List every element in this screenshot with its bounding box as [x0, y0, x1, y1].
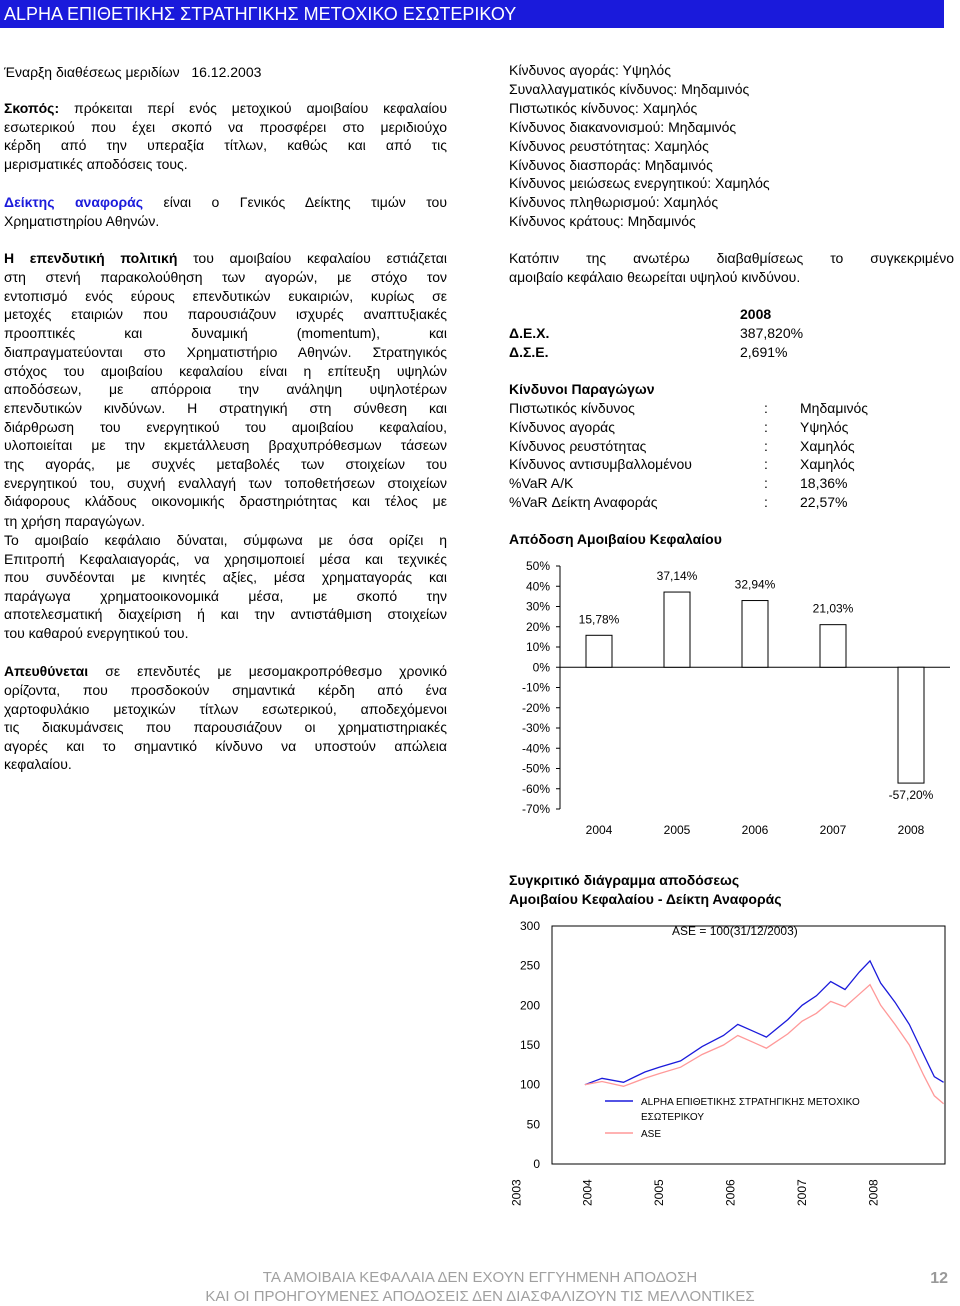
policy-line: υλοποιείται με την εκμετάλλευση βραχυπρόθεσμων τάσεων [4, 437, 447, 454]
policy-line-0 [4, 249, 447, 267]
y-tick-label: 20% [525, 619, 550, 634]
returns-title: Απόδοση Αμοιβαίου Κεφαλαίου [509, 531, 722, 547]
legend-label-fund-cont: ΕΣΩΤΕΡΙΚΟΥ [641, 1112, 705, 1123]
risk-item: Κίνδυνος μειώσεως ενεργητικού: Χαμηλός [509, 175, 770, 192]
risk-item: Κίνδυνος διασποράς: Μηδαμινός [509, 156, 713, 173]
risk-item: Κίνδυνος διακανονισμού: Μηδαμινός [509, 118, 737, 135]
bar-data-label: -57,20% [888, 788, 934, 803]
assessment-line-2: αμοιβαίο κεφάλαιο θεωρείται υψηλού κινδύνου. [509, 269, 801, 285]
audience-last-line: κεφαλαίου. [4, 756, 72, 772]
risk-item: Κίνδυνος αγοράς: Υψηλός [509, 62, 671, 78]
start-date-row [4, 63, 261, 81]
y-tick-label: 0 [533, 1157, 540, 1171]
risk-item: Κίνδυνος κράτους: Μηδαμινός [509, 213, 696, 230]
y-tick-label: -30% [521, 721, 550, 735]
policy-line: διάφορους κλάδους οικονομικής δραστηριότητας και τέλος με [4, 493, 447, 510]
audience-line: τις διακυμάνσεις που παρουσιάζουν οι χρηματιστηριακές [4, 719, 447, 736]
bar-data-label: 37,14% [656, 569, 698, 584]
x-tick-label: 2008 [866, 1179, 881, 1206]
x-tick-label: 2007 [795, 1179, 810, 1206]
x-tick-label: 2005 [663, 823, 691, 837]
y-tick-label: 50% [525, 559, 550, 573]
start-label: Έναρξη διαθέσεως μεριδίων [4, 64, 180, 80]
derivative-risk-separator: : [764, 418, 768, 435]
ratio-label-dex: Δ.Ε.Χ. [509, 325, 550, 341]
derivatives-line: Επιτροπή Κεφαλαιαγοράς, να χρησιμοποιεί μέσα και τεχνικές [4, 550, 447, 567]
bar-data-label: 32,94% [734, 577, 776, 592]
y-tick-label: 50 [526, 1117, 540, 1132]
derivatives-last-line: του καθαρού ενεργητικού του. [4, 625, 189, 641]
derivative-risk-value: Μηδαμινός [800, 400, 869, 416]
objective-line-4: μερισματικές αποδόσεις τους. [4, 156, 188, 172]
footer-line-1: ΤΑ ΑΜΟΙΒΑΙΑ ΚΕΦΑΛΑΙΑ ΔΕΝ ΕΧΟΥΝ ΕΓΓΥΗΜΕΝΗ ΑΠΟΔΟΣΗ [262, 1269, 698, 1286]
x-tick-label: 2006 [723, 1179, 738, 1206]
page-number: 12 [930, 1270, 948, 1287]
policy-line: της αγοράς, με συχνές μεταβολές των στοιχείων του [4, 456, 447, 472]
start-date: 16.12.2003 [191, 64, 262, 80]
derivative-risk-value: 22,57% [800, 494, 848, 510]
audience-line: αγορές και το σημαντικό κίνδυνο να υποστούν απώλεια [4, 737, 447, 754]
objective-line-2: εσωτερικού που έχει σκοπό να προσφέρει στο μεριδιούχο [4, 119, 447, 135]
y-tick-label: -70% [521, 802, 550, 816]
policy-line: προοπτικές και δυναμική (momentum), και [4, 325, 447, 342]
audience-label: Απευθύνεται [4, 663, 89, 679]
policy-label: Η επενδυτική πολιτική [4, 250, 178, 266]
comparison-title-line-1: Συγκριτικό διάγραμμα αποδόσεως [509, 872, 740, 888]
ase-series-line [585, 985, 944, 1104]
benchmark-line-2: Χρηματιστηρίου Αθηνών. [4, 213, 160, 229]
policy-last-line: τη χρήση παραγώγων. [4, 513, 145, 529]
y-tick-label: 200 [519, 998, 540, 1013]
plot-frame [552, 926, 945, 1164]
bar-data-label: 15,78% [578, 612, 620, 627]
audience-line: χαρτοφυλάκιο μετοχικών τίτλων εσωτερικού, αποδεχόμενοι [4, 700, 447, 717]
policy-first: του αμοιβαίου κεφαλαίου εστιάζεται [193, 250, 448, 266]
comparison-title-line-2: Αμοιβαίου Κεφαλαίου - Δείκτη Αναφοράς [509, 891, 782, 907]
x-tick-label: 2003 [509, 1179, 524, 1206]
y-tick-label: -60% [521, 781, 550, 796]
legend-label-fund: ALPHA ΕΠΙΘΕΤΙΚΗΣ ΣΤΡΑΤΗΓΙΚΗΣ ΜΕΤΟΧΙΚΟ [641, 1097, 860, 1108]
y-tick-label: -50% [521, 761, 550, 776]
y-tick-label: 300 [519, 919, 540, 933]
comparison-line-chart [505, 914, 955, 1214]
derivative-risk-value: Χαμηλός [800, 456, 855, 473]
assessment-line-1: Κατόπιν της ανωτέρω διαβαθμίσεως το συγκεκριμένο [509, 250, 954, 266]
derivatives-line: αποτελεσματική διαχείριση ή και την αντιστάθμιση στοιχείων [4, 606, 447, 623]
x-tick-label: 2008 [897, 823, 925, 837]
policy-line: ενεργητικού του, συχνή εναλλαγή των τοποθετήσεων στοιχείων [4, 474, 447, 491]
ratios-year: 2008 [740, 306, 772, 322]
y-tick-label: 150 [519, 1038, 540, 1052]
policy-line: διαπραγματεύονται στο Χρηματιστήριο Αθηνών. Στρατηγικός [4, 343, 447, 360]
ratio-value-dex: 387,820% [740, 325, 804, 341]
derivative-risk-label: Κίνδυνος ρευστότητας [509, 437, 647, 454]
objective-line-1 [4, 99, 447, 117]
derivative-risk-label: Κίνδυνος αγοράς [509, 418, 616, 435]
benchmark-label: Δείκτης αναφοράς [4, 194, 144, 210]
ratio-value-dse: 2,691% [740, 344, 788, 360]
derivative-risk-label: %VaR Δείκτη Αναφοράς [509, 494, 658, 510]
derivatives-risk-title: Κίνδυνοι Παραγώγων [509, 381, 655, 397]
objective-label: Σκοπός: [4, 100, 60, 116]
policy-line: διάρθρωση του ενεργητικού του αμοιβαίου κεφαλαίου, [4, 418, 447, 435]
ratio-label-dse: Δ.Σ.Ε. [509, 344, 549, 360]
chart-annotation: ASE = 100(31/12/2003) [672, 924, 798, 938]
risk-item: Πιστωτικός κίνδυνος: Χαμηλός [509, 99, 698, 116]
audience-line-0 [4, 662, 447, 680]
bar-data-label: 21,03% [812, 601, 854, 616]
derivative-risk-separator: : [764, 475, 768, 492]
risk-item: Κίνδυνος ρευστότητας: Χαμηλός [509, 137, 709, 154]
fund-series-line [585, 961, 944, 1085]
x-tick-label: 2007 [819, 823, 847, 837]
objective-line-3: κέρδη από την υπεραξία τίτλων, καθώς και από τις [4, 137, 447, 153]
audience-line: ορίζοντα, που προσδοκούν σημαντικά κέρδη από ένα [4, 682, 447, 698]
derivative-risk-value: Χαμηλός [800, 437, 855, 454]
derivative-risk-separator: : [764, 494, 768, 510]
y-tick-label: 40% [525, 579, 550, 594]
x-tick-label: 2005 [652, 1179, 667, 1206]
y-tick-label: -40% [521, 741, 550, 756]
y-tick-label: -10% [521, 680, 550, 695]
benchmark-text: είναι ο Γενικός Δείκτης τιμών του [163, 194, 447, 210]
policy-line: στόχος του αμοιβαίου κεφαλαίου είναι η επίτευξη υψηλών [4, 362, 447, 379]
x-tick-label: 2004 [580, 1179, 595, 1206]
footer-line-2: ΚΑΙ ΟΙ ΠΡΟΗΓΟΥΜΕΝΕΣ ΑΠΟΔΟΣΕΙΣ ΔΕΝ ΔΙΑΣΦΑΛΙΖΟΥΝ ΤΙΣ ΜΕΛΛΟΝΤΙΚΕΣ [205, 1288, 755, 1305]
title-bar [0, 0, 944, 28]
legend-label-ase: ASE [641, 1129, 662, 1140]
bar [586, 635, 612, 667]
x-tick-label: 2004 [585, 823, 613, 837]
risk-item: Κίνδυνος πληθωρισμού: Χαμηλός [509, 194, 719, 211]
policy-line: εντοπισμό ενός εύρους επενδυτικών ευκαιριών, κυρίως σε [4, 287, 447, 304]
bar [742, 601, 768, 668]
audience-first: σε επενδυτές με μεσομακροπρόθεσμο χρονικό [105, 663, 447, 679]
derivative-risk-value: 18,36% [800, 475, 848, 492]
derivatives-line: που συνδέονται με κινητές αξίες, μέσα χρηματαγοράς και [4, 569, 447, 586]
bar [898, 667, 924, 783]
derivative-risk-value: Υψηλός [800, 418, 849, 435]
derivative-risk-separator: : [764, 456, 768, 473]
derivative-risk-separator: : [764, 437, 768, 454]
policy-line: αποδόσεων, με απόρροια την ανάληψη υψηλοτέρων [4, 381, 447, 398]
y-tick-label: 100 [519, 1077, 540, 1092]
bar [820, 625, 846, 668]
bar [664, 592, 690, 667]
x-tick-label: 2006 [741, 823, 769, 837]
policy-line: επενδυτικών κινδύνων. Η στρατηγική στη σύνθεση και [4, 399, 447, 416]
risk-item: Συναλλαγματικός κίνδυνος: Μηδαμινός [509, 80, 750, 97]
derivatives-line: Το αμοιβαίο κεφάλαιο δύναται, σύμφωνα με όσα ορίζει η [4, 532, 447, 548]
policy-line: στη στενή παρακολούθηση των αγορών, με στόχο τον [4, 269, 447, 285]
objective-text: πρόκειται περί ενός μετοχικού αμοιβαίου κεφαλαίου [74, 100, 447, 116]
derivative-risk-label: Κίνδυνος αντισυμβαλλομένου [509, 456, 692, 473]
y-tick-label: 250 [519, 958, 540, 973]
derivative-risk-label: %VaR A/K [509, 475, 574, 492]
y-tick-label: -20% [521, 700, 550, 715]
footer-disclaimer [0, 1268, 960, 1306]
policy-line: μετοχές εταιριών που παρουσιάζουν ισχυρές αναπτυξιακές [4, 306, 447, 323]
derivative-risk-label: Πιστωτικός κίνδυνος [509, 400, 635, 416]
derivative-risk-separator: : [764, 400, 768, 416]
derivatives-line: παράγωγα χρηματοοικονομικά μέσα, με σκοπό την [4, 587, 447, 604]
y-tick-label: 0% [532, 660, 550, 675]
returns-bar-chart [505, 556, 955, 841]
page-title: ALPHA ΕΠΙΘΕΤΙΚΗΣ ΣΤΡΑΤΗΓΙΚΗΣ ΜΕΤΟΧΙΚΟ ΕΣΩΤΕΡΙΚΟΥ [4, 4, 517, 24]
y-tick-label: 10% [525, 640, 550, 654]
benchmark-line-1 [4, 193, 447, 211]
y-tick-label: 30% [525, 599, 550, 614]
